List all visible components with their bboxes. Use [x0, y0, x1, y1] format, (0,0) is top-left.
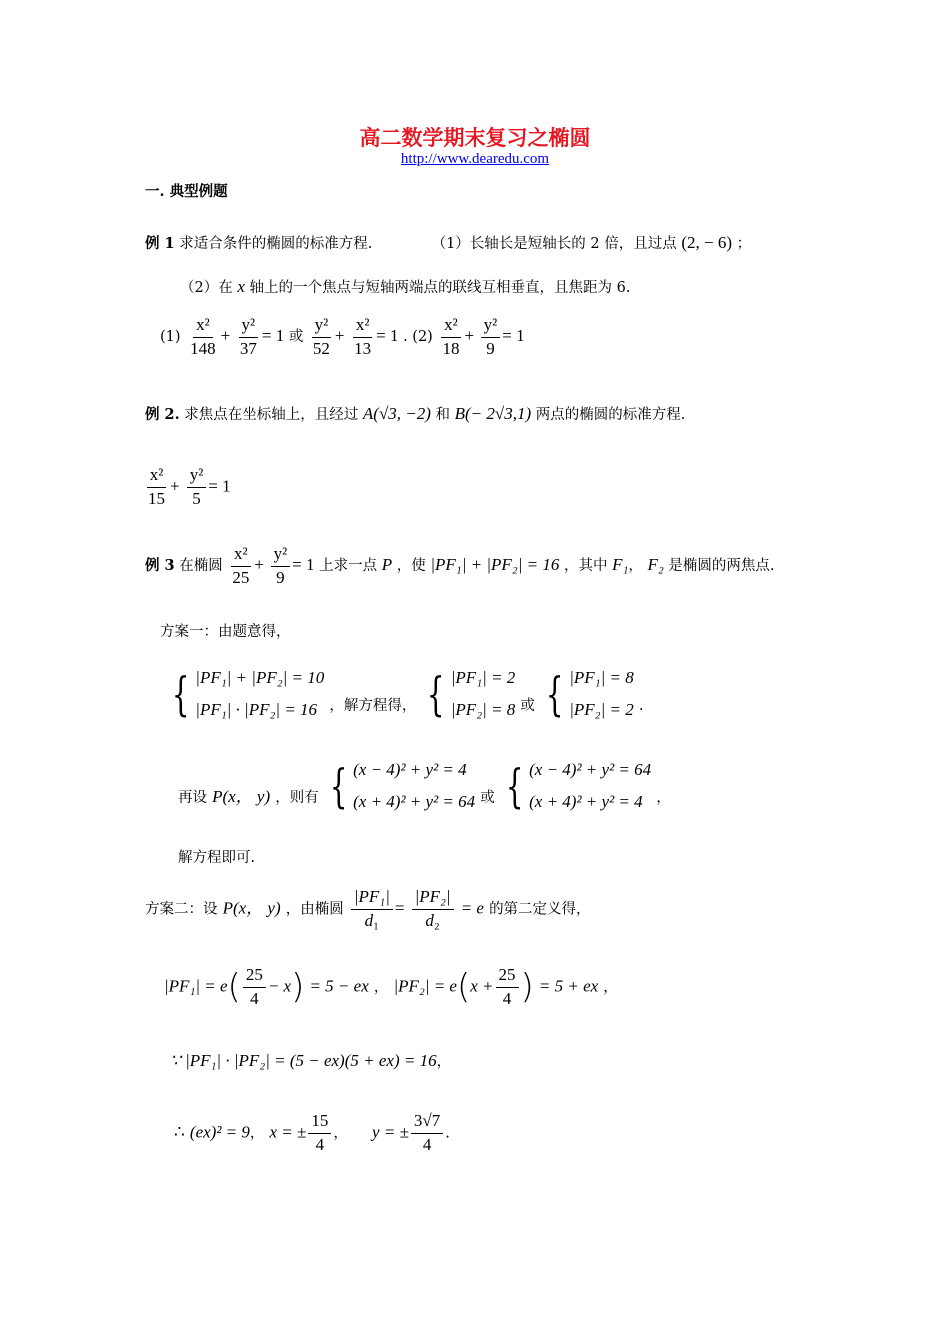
ex1-part2-b: 轴上的一个焦点与短轴两端点的联线互相垂直，且焦距为 6. [249, 280, 631, 296]
therefore-symbol: ∴ [174, 1122, 185, 1142]
frac-x2-15: $\frac{\text{x²}}{15}$ [148, 465, 165, 508]
ex3-label: 例 3 [145, 557, 175, 575]
or-word: 或 [288, 329, 304, 346]
frac-pf2-d2: $\frac{\text{|PF₂|}}{\text{d₂}}$ [412, 888, 454, 930]
ex2-text-a: 求焦点在坐标轴上，且经过 [184, 407, 359, 423]
ex2-label: 例 2. [145, 406, 180, 423]
frac-y2-9: $\frac{\text{y²}}{9}$ [481, 316, 501, 358]
focus-f2: F₂ [647, 555, 664, 575]
dot-2: . [638, 698, 644, 714]
ex1-part1: （1）长轴长是短轴长的 2 倍，且过点 [431, 236, 677, 252]
example-3: 例 3 在椭圆 $\frac{\text{x²}}{25}$ + $\frac{\text{y²}}{9}$ = 1 上求一点 P ，使 |PF₁| + |PF₂| = 16 ，其中 F₁， F₂ 是椭圆的两焦点. [145, 544, 775, 587]
therefore-line: ∴ (ex)² = 9， x = ± $\frac{15}{4}$ ， y = ± $\frac{3√7}{4}$ . [174, 1111, 450, 1154]
resume-text: 再设 [178, 790, 207, 806]
or-word-3: 或 [480, 790, 495, 806]
ex1-part1-end: ； [736, 236, 752, 252]
frac-x2-13: $\frac{\text{x²}}{13}$ [354, 315, 372, 358]
frac-y2-9b: $\frac{\text{y²}}{9}$ [271, 545, 291, 587]
ex1-part2-a: （2）在 [180, 280, 233, 296]
plan1-systems [166, 662, 643, 726]
ex3-text-c: ，使 [396, 558, 426, 575]
line2-b: x + [470, 976, 494, 996]
x-value: x = ± [269, 1122, 307, 1142]
line2-c: = 5 + ex [538, 976, 599, 996]
focus-f1: F₁ [612, 555, 629, 575]
sys2-row2: |PF₂| = 8 [450, 700, 516, 719]
system-1: { |PF₁| + |PF₂| = 10 |PF₁| · |PF₂| = 16 [166, 662, 324, 726]
ex1-part2 [180, 276, 630, 297]
frac-y2-37: $\frac{\text{y²}}{37}$ [239, 315, 257, 358]
frac-x2-18: $\frac{\text{x²}}{18}$ [442, 315, 460, 358]
point-p: P [381, 555, 393, 575]
then-text: ，则有 [275, 790, 319, 806]
source-link[interactable]: http://www.dearedu.com [400, 151, 550, 167]
comma-end: ， [656, 790, 671, 806]
sys1-row2: |PF₁| · |PF₂| = 16 [195, 700, 318, 719]
plan2-heading-text: 方案二：设 [145, 901, 218, 918]
example-2 [145, 403, 685, 424]
ex1-answer: (1) $\frac{\text{x²}}{148}$ + $\frac{\text{y²}}{37}$ = 1 或 $\frac{\text{y²}}{52}$ + $\frac{\text{x²}}{13}$ = 1 . (2) $\frac{\text{x²}}{18}$ + $\frac{\text{y²}}{9}$ = 1 [160, 315, 525, 358]
point-b: B(− 2√3,1) [454, 404, 532, 423]
frac-25-4-b: $\frac{25}{4}$ [496, 966, 519, 1008]
system-4: { (x − 4)² + y² = 4 (x + 4)² + y² = 64 [324, 754, 475, 818]
plan1-resume [178, 754, 671, 818]
sys5-row1: (x − 4)² + y² = 64 [529, 760, 652, 779]
ex3-text-a: 在椭圆 [179, 558, 223, 575]
ex3-text-b: 上求一点 [319, 558, 378, 575]
line1-c: = 5 − ex [309, 976, 369, 996]
ans-label-1: (1) [160, 329, 181, 346]
sys1-row1: |PF₁| + |PF₂| = 10 [195, 668, 325, 687]
system-5: { (x − 4)² + y² = 64 (x + 4)² + y² = 4 [500, 754, 651, 818]
ex2-answer: $\frac{\text{x²}}{15}$ + $\frac{\text{y²}}{5}$ = 1 [143, 466, 231, 508]
dot: . [403, 329, 408, 346]
line2-a: |PF₂| = e [393, 976, 457, 996]
sys3-row1: |PF₁| = 8 [569, 668, 634, 687]
frac-pf1-d1: $\frac{\text{|PF₁|}}{\text{d₁}}$ [351, 888, 393, 930]
ex1-text: 求适合条件的椭圆的标准方程. [179, 236, 373, 252]
plan2-text: ，由椭圆 [285, 901, 344, 918]
ex2-text-b: 两点的椭圆的标准方程. [535, 407, 686, 423]
and-word: 和 [435, 407, 451, 423]
example-1 [145, 232, 751, 253]
ex-squared: (ex)² = 9 [189, 1122, 250, 1142]
section-heading: 一. 典型例题 [145, 183, 228, 200]
frac-y2-5: $\frac{\text{y²}}{5}$ [187, 466, 207, 508]
solve-text: ，解方程得， [329, 698, 417, 714]
frac-y2-52: $\frac{\text{y²}}{52}$ [312, 315, 330, 358]
because-line: ∵ |PF₁| · |PF₂| = (5 − ex)(5 + ex) = 16， [170, 1051, 452, 1070]
system-2: { |PF₁| = 2 |PF₂| = 8 [421, 662, 515, 726]
plan2-text-b: 的第二定义得， [489, 901, 591, 918]
frac-x2-148: $\frac{\text{x²}}{148}$ [190, 315, 216, 358]
frac-25-4-a: $\frac{25}{4}$ [243, 966, 266, 1008]
point-a: A(√3, −2) [362, 404, 431, 423]
frac-3sqrt7-4: $\frac{3√7}{4}$ [411, 1112, 443, 1154]
ex1-x: x [237, 277, 245, 296]
line1-a: |PF₁| = e [164, 976, 228, 996]
system-3: { |PF₁| = 8 |PF₂| = 2 [540, 662, 634, 726]
eq-e: = e [460, 898, 484, 918]
sys3-row2: |PF₂| = 2 [569, 700, 634, 719]
ans-label-2: (2) [412, 329, 433, 346]
plan2-heading: 方案二：设 P(x， y) ，由椭圆 $\frac{\text{|PF₁|}}{\text{d₁}}$ = $\frac{\text{|PF₂|}}{\text{d₂}}$ = e 的第二定义得， [145, 887, 591, 930]
ex3-condition: |PF₁| + |PF₂| = 16 [430, 555, 560, 575]
plan1-finish: 解方程即可. [178, 850, 256, 866]
frac-x2-25: $\frac{\text{x²}}{25}$ [232, 544, 250, 587]
plan1-heading: 方案一：由题意得， [160, 624, 291, 640]
p-xy: P(x， y) [212, 787, 271, 806]
y-value: y = ± [372, 1122, 409, 1142]
sys2-row1: |PF₁| = 2 [450, 668, 516, 687]
ex1-point: (2, − 6) [681, 233, 733, 252]
comma: ， [628, 558, 643, 575]
sys4-row1: (x − 4)² + y² = 4 [353, 760, 467, 779]
plan2-lines: |PF₁| = e( $\frac{25}{4}$ − x) = 5 − ex ， |PF₂| = e(x + $\frac{25}{4}$ ) = 5 + ex ， [164, 965, 618, 1008]
source-link-wrap [0, 151, 950, 168]
because-eq: ∵ |PF₁| · |PF₂| = (5 − ex)(5 + ex) = 16 [170, 1051, 437, 1070]
frac-15-4: $\frac{15}{4}$ [308, 1112, 331, 1154]
ex3-text-d: ，其中 [563, 558, 608, 575]
p-xy-2: P(x， y) [222, 898, 281, 918]
page-title: 高二数学期末复习之椭圆 [359, 126, 591, 150]
sys5-row2: (x + 4)² + y² = 4 [529, 792, 643, 811]
or-word-2: 或 [520, 698, 535, 714]
sys4-row2: (x + 4)² + y² = 64 [353, 792, 476, 811]
ex1-label: 例 1 [145, 235, 175, 252]
line1-b: − x [267, 976, 292, 996]
ex3-text-e: 是椭圆的两焦点. [668, 558, 775, 575]
